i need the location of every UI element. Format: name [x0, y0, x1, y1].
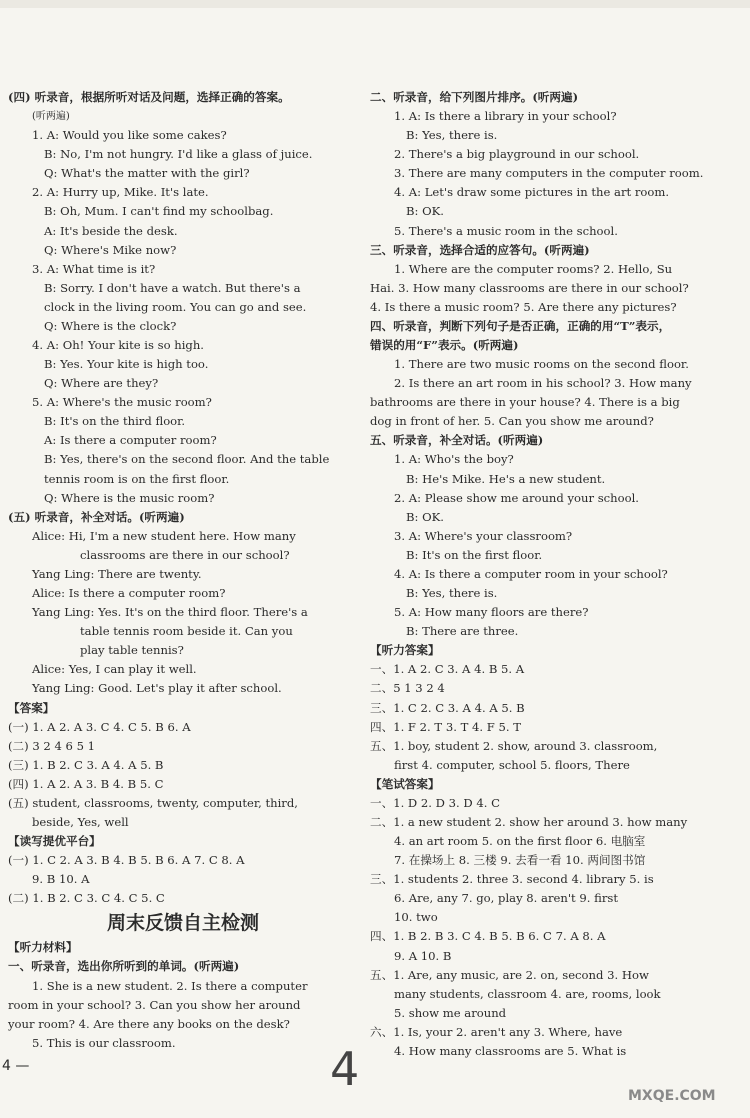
left-text-line: Yang Ling: Good. Let's play it after school.	[32, 681, 282, 696]
right-text-line: 2. There's a big playground in our school.	[394, 147, 640, 162]
left-text-line: play table tennis?	[80, 643, 184, 658]
right-text-line: 三、1. C 2. C 3. A 4. A 5. B	[370, 700, 525, 715]
right-text-line: 4. an art room 5. on the first floor 6. 电脑室	[394, 834, 646, 849]
left-text-line: 2. A: Hurry up, Mike. It's late.	[32, 185, 209, 200]
left-text-line: 4. A: Oh! Your kite is so high.	[32, 338, 204, 353]
right-text-line: 三、听录音，选择合适的应答句。(听两遍)	[370, 242, 590, 257]
left-text-line: 5. This is our classroom.	[32, 1035, 176, 1050]
left-text-line: Q: Where's Mike now?	[44, 242, 177, 257]
left-text-line: A: Is there a computer room?	[44, 433, 217, 448]
right-text-line: 五、1. boy, student 2. show, around 3. classroom,	[370, 738, 658, 753]
right-text-line: 9. A 10. B	[394, 948, 452, 963]
left-text-line: B: Yes, there's on the second floor. And the table	[44, 452, 330, 467]
right-text-line: 5. A: How many floors are there?	[394, 605, 589, 620]
right-text-line: 4. A: Let's draw some pictures in the art room.	[394, 185, 670, 200]
right-text-line: 一、1. A 2. C 3. A 4. B 5. A	[370, 662, 525, 677]
right-text-line: 10. two	[394, 910, 438, 925]
left-text-line: B: Sorry. I don't have a watch. But there's a	[44, 280, 301, 295]
left-text-line: tennis room is on the first floor.	[44, 471, 230, 486]
right-text-line: 7. 在操场上 8. 三楼 9. 去看一看 10. 两间图书馆	[394, 853, 646, 868]
left-text-line: 3. A: What time is it?	[32, 261, 156, 276]
left-text-line: 一、听录音，选出你所听到的单词。(听两遍)	[8, 959, 240, 974]
left-text-line: your room? 4. Are there any books on the desk?	[8, 1016, 290, 1031]
right-text-line: B: OK.	[406, 509, 444, 524]
right-text-line: 三、1. students 2. three 3. second 4. library 5. is	[370, 872, 654, 887]
right-text-line: 3. There are many computers in the computer room.	[394, 166, 704, 181]
right-text-line: 错误的用“F”表示。(听两遍)	[370, 338, 519, 353]
right-text-line: 四、1. F 2. T 3. T 4. F 5. T	[370, 719, 521, 734]
right-text-line: 四、听录音，判断下列句子是否正确，正确的用“T”表示，	[370, 318, 671, 333]
left-text-line: 【听力材料】	[8, 940, 78, 955]
left-text-line: (五) student, classrooms, twenty, computer, third,	[8, 795, 298, 810]
left-text-line: Q: Where are they?	[44, 376, 159, 391]
left-text-line: 1. A: Would you like some cakes?	[32, 128, 227, 143]
left-column	[8, 88, 358, 1053]
right-text-line: 一、1. D 2. D 3. D 4. C	[370, 795, 500, 810]
right-text-line: 五、1. Are, any music, are 2. on, second 3. How	[370, 967, 649, 982]
right-text-line: 4. How many classrooms are 5. What is	[394, 1043, 627, 1058]
left-text-line: table tennis room beside it. Can you	[80, 624, 293, 639]
left-text-line: B: Yes. Your kite is high too.	[44, 357, 209, 372]
left-text-line: (四) 1. A 2. A 3. B 4. B 5. C	[8, 776, 164, 791]
left-text-line: (一) 1. C 2. A 3. B 4. B 5. B 6. A 7. C 8. A	[8, 853, 245, 868]
left-text-line: (四) 听录音，根据所听对话及问题，选择正确的答案。	[8, 90, 290, 104]
right-text-line: 5. There's a music room in the school.	[394, 223, 618, 238]
right-text-line: 6. Are, any 7. go, play 8. aren't 9. first	[394, 891, 618, 906]
top-edge	[0, 0, 750, 8]
right-text-line: bathrooms are there in your house? 4. There is a big	[370, 395, 680, 410]
left-text-line: (五) 听录音，补全对话。(听两遍)	[8, 509, 185, 524]
right-text-line: 六、1. Is, your 2. aren't any 3. Where, have	[370, 1024, 623, 1039]
left-text-line: (听两遍)	[32, 111, 70, 123]
left-text-line: Alice: Yes, I can play it well.	[32, 662, 197, 677]
left-text-line: 【读写提优平台】	[8, 834, 101, 849]
left-text-line: 5. A: Where's the music room?	[32, 395, 212, 410]
left-text-line: clock in the living room. You can go and see.	[44, 299, 307, 314]
left-text-line: (二) 1. B 2. C 3. C 4. C 5. C	[8, 891, 165, 906]
right-text-line: 5. show me around	[394, 1005, 507, 1020]
right-text-line: B: It's on the first floor.	[406, 547, 543, 562]
left-text-line: B: Oh, Mum. I can't find my schoolbag.	[44, 204, 274, 219]
left-text-line: classrooms are there in our school?	[80, 547, 290, 562]
right-text-line: B: OK.	[406, 204, 444, 219]
right-text-line: many students, classroom 4. are, rooms, look	[394, 986, 661, 1001]
right-text-line: 1. Where are the computer rooms? 2. Hello, Su	[394, 261, 673, 276]
left-text-line: (一) 1. A 2. A 3. C 4. C 5. B 6. A	[8, 719, 191, 734]
left-text-line: 周末反馈自主检测	[106, 912, 259, 935]
right-text-line: 1. A: Who's the boy?	[394, 452, 514, 467]
right-text-line: 2. Is there an art room in his school? 3. How many	[394, 376, 692, 391]
right-text-line: 3. A: Where's your classroom?	[394, 528, 573, 543]
page-number: 4 —	[2, 1058, 30, 1074]
left-text-line: 9. B 10. A	[32, 872, 90, 887]
right-text-line: 4. Is there a music room? 5. Are there any pictures?	[370, 299, 677, 314]
right-text-line: 二、5 1 3 2 4	[370, 681, 445, 696]
left-text-line: B: It's on the third floor.	[44, 414, 186, 429]
right-text-line: dog in front of her. 5. Can you show me around?	[370, 414, 654, 429]
left-text-line: A: It's beside the desk.	[44, 223, 178, 238]
right-text-line: 二、听录音，给下列图片排序。(听两遍)	[370, 90, 579, 104]
right-text-line: B: He's Mike. He's a new student.	[406, 471, 606, 486]
left-text-line: Q: What's the matter with the girl?	[44, 166, 250, 181]
right-text-line: 二、1. a new student 2. show her around 3. how many	[370, 814, 688, 829]
watermark: MXQE.COM	[628, 1088, 716, 1104]
left-text-line: Alice: Hi, I'm a new student here. How many	[32, 528, 296, 543]
right-text-line: 2. A: Please show me around your school.	[394, 490, 639, 505]
left-text-line: Alice: Is there a computer room?	[32, 586, 226, 601]
right-column	[370, 88, 710, 1061]
left-text-line: Yang Ling: There are twenty.	[32, 566, 202, 581]
left-text-line: Yang Ling: Yes. It's on the third floor. There's a	[32, 605, 308, 620]
right-text-line: B: Yes, there is.	[406, 128, 498, 143]
left-text-line: beside, Yes, well	[32, 814, 129, 829]
right-text-line: B: There are three.	[406, 624, 519, 639]
right-text-line: 1. There are two music rooms on the second floor.	[394, 357, 689, 372]
right-text-line: first 4. computer, school 5. floors, There	[394, 757, 630, 772]
right-text-line: 五、听录音，补全对话。(听两遍)	[370, 433, 544, 448]
right-text-line: 4. A: Is there a computer room in your school?	[394, 566, 668, 581]
left-text-line: Q: Where is the clock?	[44, 318, 177, 333]
right-text-line: B: Yes, there is.	[406, 586, 498, 601]
left-text-line: Q: Where is the music room?	[44, 490, 215, 505]
right-text-line: Hai. 3. How many classrooms are there in our school?	[370, 280, 689, 295]
left-text-line: 【答案】	[8, 700, 55, 715]
left-text-line: (二) 3 2 4 6 5 1	[8, 738, 96, 753]
left-text-line: room in your school? 3. Can you show her around	[8, 997, 301, 1012]
left-text-line: (三) 1. B 2. C 3. A 4. A 5. B	[8, 757, 164, 772]
right-text-line: 1. A: Is there a library in your school?	[394, 109, 617, 124]
right-text-line: 【听力答案】	[370, 643, 440, 658]
handwritten-mark: 4	[330, 1042, 360, 1096]
left-text-line: 1. She is a new student. 2. Is there a computer	[32, 978, 308, 993]
right-text-line: 【笔试答案】	[370, 776, 440, 791]
right-text-line: 四、1. B 2. B 3. C 4. B 5. B 6. C 7. A 8. A	[370, 929, 606, 944]
left-text-line: B: No, I'm not hungry. I'd like a glass of juice.	[44, 147, 313, 162]
